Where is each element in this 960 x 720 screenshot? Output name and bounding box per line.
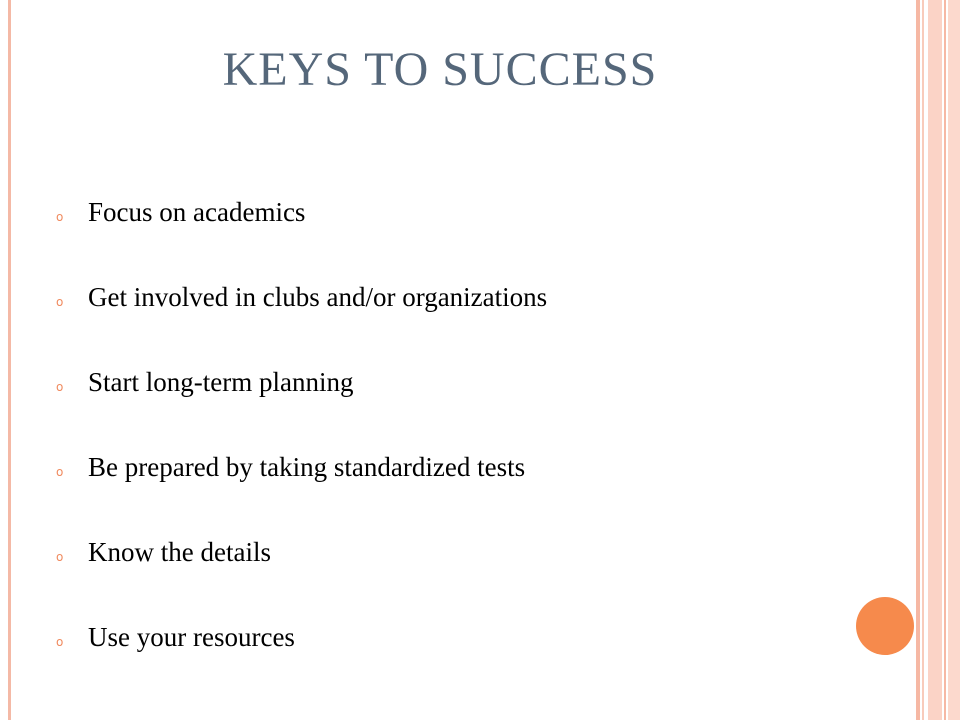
left-border-line	[8, 0, 11, 720]
bullet-icon: o	[56, 464, 64, 479]
list-item	[56, 425, 876, 510]
bullet-text: Get involved in clubs and/or organizations	[88, 282, 548, 312]
list-item	[56, 170, 876, 255]
stripe	[948, 0, 960, 720]
bullet-icon: o	[56, 379, 64, 394]
bullet-text: Start long-term planning	[88, 367, 354, 397]
stripe	[928, 0, 942, 720]
list-item	[56, 595, 876, 680]
right-decorative-stripes	[916, 0, 960, 720]
bullet-text: Know the details	[88, 537, 271, 567]
bullet-text: Focus on academics	[88, 197, 306, 227]
list-item	[56, 255, 876, 340]
bullet-list	[56, 170, 876, 680]
bullet-icon: o	[56, 634, 64, 649]
stripe	[916, 0, 920, 720]
stripe	[922, 0, 924, 720]
bullet-icon: o	[56, 294, 64, 309]
bullet-text: Use your resources	[88, 622, 295, 652]
stripe	[944, 0, 946, 720]
slide-title: KEYS TO SUCCESS	[222, 43, 658, 96]
bullet-icon: o	[56, 549, 64, 564]
list-item	[56, 340, 876, 425]
bullet-text: Be prepared by taking standardized tests	[88, 452, 526, 482]
bullet-icon: o	[56, 209, 64, 224]
list-item	[56, 510, 876, 595]
